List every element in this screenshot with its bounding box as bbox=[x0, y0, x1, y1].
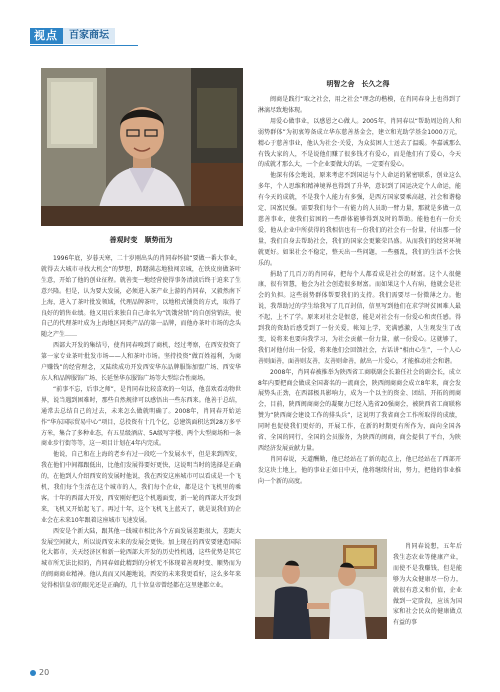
paragraph: 捐助了几百万的肖同春，把每个人都看成是社会的财富。这个人很健康，很有智慧，他会为社会创造很多财富。而如果这个人有病，他就会是社会的负担。这些弱势群体帮要我们的支持。我们需要尽一份微薄之力。他说，我帮助过的学生给我写了几百封信，信里写到他们在求学时贫困难人最不起，上不了学。原来对社会是恨意，能是对社会有一份爱心和责任感。得到我的资助后感受到了一份关爱，帐知上学，充满感激，人生观发生了改变，说将来也要向我学习，为社会贡献一份力量，献一份爱心。这就够了，我们对他付出一份爱，将来他们会回馈社会，古话讲“相由心生”，一个人心善则面善，面善则友善，友善则命善，献出一片爱心，才能推动社会和谐。 bbox=[258, 270, 461, 365]
left-column-text bbox=[41, 254, 241, 592]
page-footer bbox=[30, 668, 49, 677]
sidebar-quote-text bbox=[393, 542, 462, 629]
portrait-photo bbox=[41, 68, 243, 226]
paragraph: 肖同春说想，五年后我生态农业等健康产业，而使不是我赚钱，但是能够为大众健康尽一份力，就很有意义和价值，企业做到一定阶段，应该为国家和社会民众的健康做点有益的事 bbox=[393, 543, 462, 627]
page-number: 20 bbox=[39, 668, 50, 677]
paragraph: “前事不忘，后事之师”，是肖同春比较喜欢的一句话，他喜欢看动物世界，说当遇到困难时，那些自然规律可以感悟出一些东西来。他善于总结，通常去总结自己的过去，未来怎么做就明确了。2008年，肖同春开始运作“华东国际贸易中心”项目，总投资有十几个亿，总建筑面积达到28万多平方米，集合了多种业态，有五星级酒店、5A级写字楼、两个大型商场和一条商业步行街等等，这一项目计划在4年内完成。 bbox=[41, 385, 241, 448]
section-name: 百家商坛 bbox=[63, 28, 115, 44]
section-header bbox=[30, 28, 115, 44]
paragraph: 闽商是践行“取之社会，用之社会”理念的楷模，在肖同春身上也得到了淋漓尽致地体现。 bbox=[258, 96, 461, 114]
paragraph: 用爱心做事业，以感恩之心做人。2005年，肖同春以“帮助周边的人和弱势群体”为初衷筹备成立华东慈善基金会，建立和光助学基金1000万元，精心于慈善事业，他认为社会·关爱，为众贫困人士送去了温暖。李嘉诚那么有钱大家的人，不是说他们赚了很多钱才有爱心，而是他们有了爱心，今天的成就才那么大，一个企业要做大的话，一定要有爱心。 bbox=[258, 117, 461, 169]
header-rule bbox=[30, 45, 138, 46]
section-heading: 明智之舍 长久之得 bbox=[326, 80, 390, 88]
paragraph: 2008年，肖同春被推举为陕西省工商联副会长兼任社会的副会长，成立8年内要把商会做成全国著名的一流商会，陕西闽商商会成立8年来，商会发展势头正劲，在西部极具影响力，成为一个以主的资金、团结、开拓的闽商会，目前，陕西闽商商会的凝聚力已经入选省20强商会，被陕西省工商联称赞为“陕西商会建设工作的排头兵”，这说明了我省商会工作所取得的成绩，同时也促使我们更好的，开展工作，在新的时期更有所作为，面向全国各省、全国的同行，全国的会员服务，为陕西的闽商，商会提供了平台，为陕西经济发展贡献力量。 bbox=[258, 368, 461, 452]
paragraph: 西部大开发的集结号，使肖同春嗅到了商机，经过考察，在西安投资了第一家专业茶叶批发市场——人和茶叶市场。坚持投资“做百姓福利，为商户赚钱”的经营理念，又陆续成功开发西安华东品牌服饰加盟广场、西安华东人和品牌服饰广场、长延堡华东服饰广场等大型综合性商场。 bbox=[41, 342, 241, 382]
paragraph: 他深有体会地说，原来考虑不到国运与个人命运的紧密联系，创业这么多年，个人思维和精神境界也得到了升华，意识到了国运决定个人命运，能有今天的成就，不是我个人能力有多强，是西方国家要乘高越，社会和谐稳定、国富民强。需要我们每个一有能力的人员助一臂力量，那就是多做一点慈善事业，使我们贫困的一些群体能够得到及时的帮助。能他也有一份关爱，他从企业中所获得的我相信也有一份我们的社会有一份量，付出那一份量，我们自身去帮助社会，我们的国家会更繁荣昌盛。从而我们的经营环境就更好。如果社会不稳定，整天出一些问题，一些骚乱，我们的生活不会快乐的。 bbox=[258, 172, 461, 267]
page-marker-icon bbox=[30, 670, 36, 676]
photo-caption: 善观时变 顺势而为 bbox=[109, 236, 173, 244]
paragraph: 西安是个新大陆，跟其他一线城市相比各个方面发展差距很大，差距大发展空间就大，所以说西安未来的发展会更快。加上现在的西安要建造国际化大都市，关天经济区和新一轮西部大开发的历史性机遇，这些优势是其它城市所无法比拟的，肖同春如此精到的分析无不体现着善观时变、顺势而为的闽商商业精神。他认真而又风趣地说，西安的未来我更看好，这么多年来觉得相信皇帝的眼光还是正确的，几十位皇帝曾经都在这里建都立业。 bbox=[41, 527, 241, 590]
handshake-photo bbox=[255, 539, 387, 639]
paragraph: 1996年底，岁暮天寒，二十岁刚出头的肖同春怀揣“要做一番大事业，就得去大城市寻找大机会”的梦想，踌躇满志地独闯京城，在铁皮房做茶叶生意，开始了他的创业征程。就善变一地经营使得事务清淡后终于迫来了生意兴隆。但是，认为要大发展，必须进入茶产业上游的肖同春，又毅然南下上海，进入了茶叶批发领域，代理品牌茶叶，以地租式铺货的方式，取得了良好的销售业绩。他又用后来独自自己命名为“饥饿营销”的自创营销法，使自己的代理茶叶成为上海地区同类产品的第一品牌，而他办茶叶市场的念头随之产生…… bbox=[41, 255, 241, 339]
paragraph: 他说，自己和在上海的老乡有过一段吃一个发展水平，但是来到西安，我在他们中间都跟低出，比他们发展得要好更快，这说明当时的选择是正确的，在他到人介绍西安的发展时他说，我在西安这座城市可以看成是一个飞机，我们每个生活在这个城市的人，我们每个企业，都是这个飞机里的乘客。十年的西部大开发，西安刚好把这个机遇面变，新一轮的西部大开发到来，飞机又开始起飞了。再过十年，这个飞机飞上蓝天了，就是说我们的企业会在未来10年跟着这座城市飞速发展。 bbox=[41, 451, 241, 524]
section-tag: 视点 bbox=[30, 28, 63, 44]
right-column-text bbox=[258, 95, 461, 488]
paragraph: 肖同春说，天道酬勤，他已经站在了新的起点上，他已经站在了西部开发这块土地上，他的事业正如日中天，他将继续付出，努力，把他的事业推向一个新的高度。 bbox=[258, 455, 461, 485]
